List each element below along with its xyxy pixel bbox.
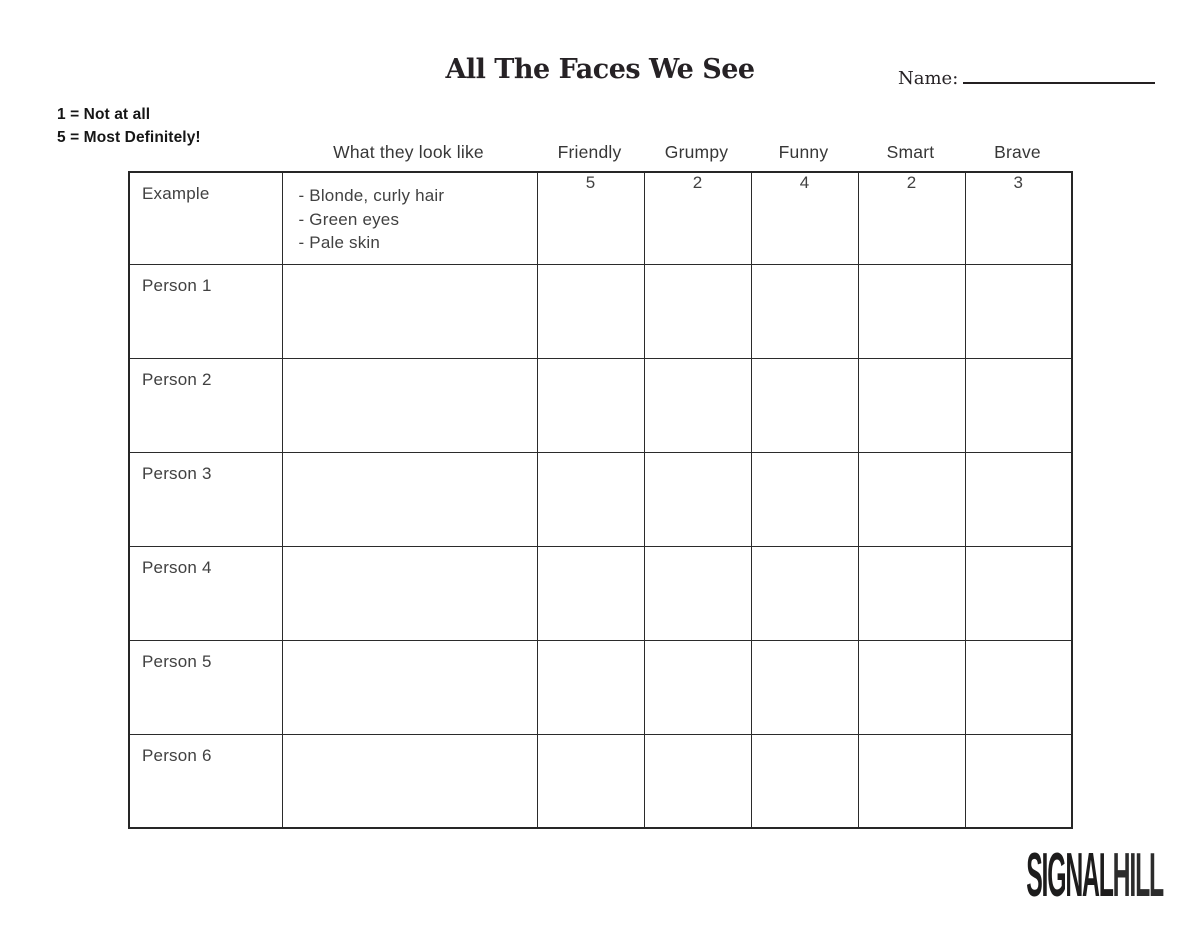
table-row-person-5 [129, 640, 1072, 734]
rating-cell-grumpy [644, 264, 751, 358]
description-cell [282, 546, 537, 640]
rating-cell-friendly [537, 546, 644, 640]
table-row-person-6 [129, 734, 1072, 828]
description-cell [282, 264, 537, 358]
column-header-row [128, 137, 1072, 171]
rating-cell-brave [965, 734, 1072, 828]
faces-table-area [128, 137, 1072, 829]
rating-cell-grumpy: 2 [644, 172, 751, 264]
rating-cell-funny [751, 640, 858, 734]
faces-table [128, 171, 1073, 829]
column-header-smart: Smart [886, 142, 935, 162]
table-row-person-4 [129, 546, 1072, 640]
rating-cell-funny [751, 734, 858, 828]
rating-cell-funny [751, 452, 858, 546]
rating-cell-friendly [537, 640, 644, 734]
signalhill-logo [1026, 841, 1163, 910]
rating-cell-grumpy [644, 452, 751, 546]
rating-cell-brave [965, 640, 1072, 734]
rating-cell-smart [858, 358, 965, 452]
rating-cell-brave [965, 358, 1072, 452]
row-label: Person 1 [129, 264, 282, 358]
name-field [898, 60, 1155, 89]
row-label: Person 6 [129, 734, 282, 828]
description-line: - Pale skin [298, 233, 381, 252]
row-label: Person 5 [129, 640, 282, 734]
table-row-person-3 [129, 452, 1072, 546]
rating-cell-friendly: 5 [537, 172, 644, 264]
name-blank-line [963, 60, 1155, 84]
rating-cell-friendly [537, 358, 644, 452]
rating-cell-smart [858, 264, 965, 358]
faces-table-body [129, 172, 1072, 828]
column-header-looks: What they look like [333, 142, 484, 162]
column-header-friendly: Friendly [557, 142, 622, 162]
description-cell [282, 358, 537, 452]
description-line: - Blonde, curly hair [298, 186, 445, 205]
row-label: Person 2 [129, 358, 282, 452]
description-cell [282, 734, 537, 828]
table-row-person-1 [129, 264, 1072, 358]
table-row-example [129, 172, 1072, 264]
rating-cell-funny: 4 [751, 172, 858, 264]
rating-cell-friendly [537, 734, 644, 828]
rating-cell-smart [858, 640, 965, 734]
column-header-grumpy: Grumpy [664, 142, 729, 162]
row-label: Person 3 [129, 452, 282, 546]
description-cell [282, 640, 537, 734]
rating-cell-smart: 2 [858, 172, 965, 264]
column-header-brave: Brave [994, 142, 1041, 162]
row-label: Person 4 [129, 546, 282, 640]
rating-cell-smart [858, 734, 965, 828]
rating-cell-grumpy [644, 734, 751, 828]
logo-text-hill: HILL [1112, 841, 1163, 910]
rating-cell-brave [965, 452, 1072, 546]
rating-cell-funny [751, 546, 858, 640]
rating-cell-grumpy [644, 358, 751, 452]
rating-cell-grumpy [644, 546, 751, 640]
description-cell [282, 452, 537, 546]
rating-cell-smart [858, 546, 965, 640]
rating-cell-smart [858, 452, 965, 546]
rating-cell-brave [965, 264, 1072, 358]
page-title: All The Faces We See [445, 54, 755, 85]
legend-line-2: 5 = Most Definitely! [57, 129, 201, 146]
rating-cell-grumpy [644, 640, 751, 734]
table-row-person-2 [129, 358, 1072, 452]
row-label: Example [129, 172, 282, 264]
rating-cell-funny [751, 264, 858, 358]
logo-text-signal: SIGNAL [1026, 841, 1113, 910]
rating-cell-friendly [537, 452, 644, 546]
description-cell [282, 172, 537, 264]
column-header-funny: Funny [778, 142, 829, 162]
name-label: Name: [898, 68, 959, 89]
description-line: - Green eyes [298, 209, 400, 229]
rating-cell-funny [751, 358, 858, 452]
legend-line-1: 1 = Not at all [57, 106, 151, 123]
rating-cell-brave [965, 546, 1072, 640]
rating-cell-brave: 3 [965, 172, 1072, 264]
rating-cell-friendly [537, 264, 644, 358]
